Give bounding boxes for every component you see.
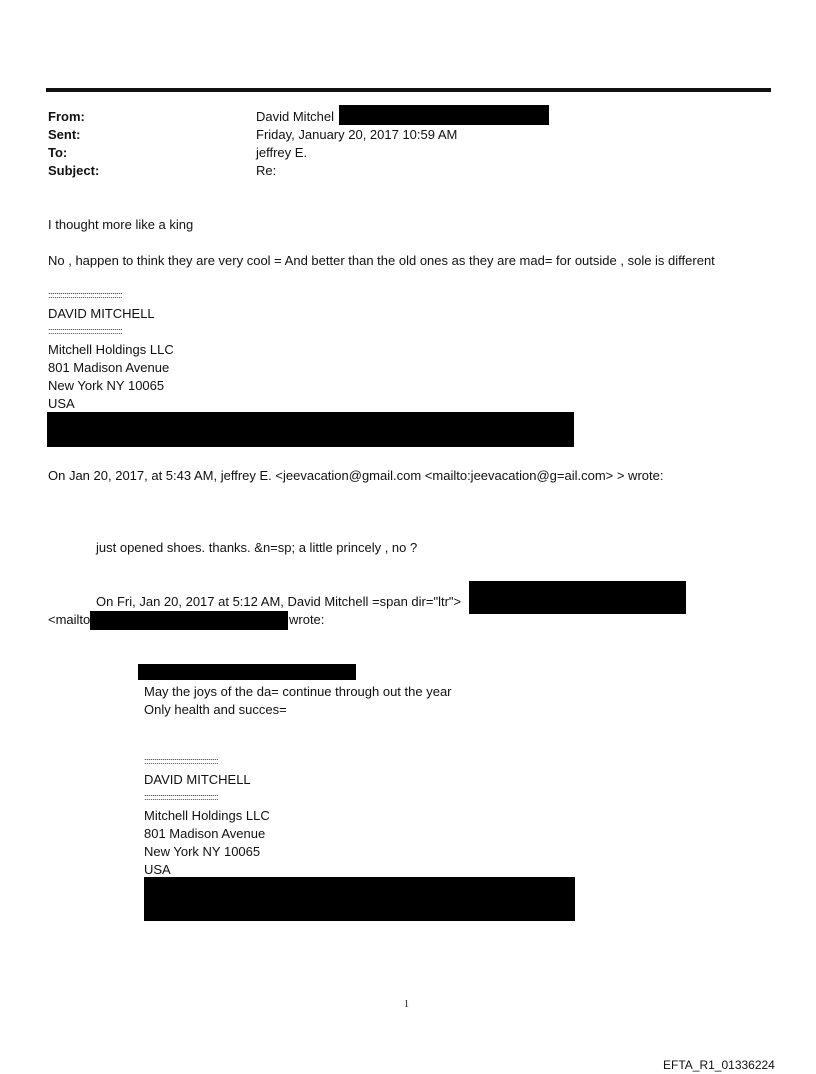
redaction-from-email [339, 105, 549, 125]
quote1-header: On Jan 20, 2017, at 5:43 AM, jeffrey E. <jeevacation@gmail.com <mailto:jeevacation@g=ail.com> > wrote: [48, 468, 664, 483]
signature-separator: ::::::::::::::::::::::::::::::::::::: [48, 290, 123, 300]
quote2-line-1: May the joys of the da= continue through out the year [144, 684, 452, 699]
signature-city: New York NY 10065 [48, 378, 165, 393]
signature-street: 801 Madison Avenue [48, 360, 170, 375]
to-label: To: [48, 145, 68, 160]
signature-name: DAVID MITCHELL [48, 306, 155, 321]
header-rule [46, 88, 771, 92]
sent-value: Friday, January 20, 2017 10:59 AM [256, 127, 458, 142]
signature-country: USA [144, 862, 171, 877]
from-value: David Mitchel [256, 109, 335, 124]
quote2-header-line-1: On Fri, Jan 20, 2017 at 5:12 AM, David Mitchell =span dir="ltr"> [96, 594, 462, 609]
redaction-quote2-email [469, 581, 686, 614]
signature-company: Mitchell Holdings LLC [48, 342, 174, 357]
body-line-1: I thought more like a king [48, 217, 194, 232]
signature-street: 801 Madison Avenue [144, 826, 266, 841]
to-value: jeffrey E. [256, 145, 308, 160]
from-label: From: [48, 109, 85, 124]
redaction-quote2-greeting [138, 664, 356, 680]
redaction-quote2-mailto [90, 611, 288, 630]
signature-separator: ::::::::::::::::::::::::::::::::::::: [48, 326, 123, 336]
quote1-body: just opened shoes. thanks. &n=sp; a little princely , no ? [96, 540, 418, 555]
redaction-signature-1 [47, 412, 574, 447]
quote2-header-line-2-end: wrote: [289, 612, 325, 627]
signature-country: USA [48, 396, 75, 411]
quote2-header-line-2-start: <mailto [48, 612, 91, 627]
signature-company: Mitchell Holdings LLC [144, 808, 270, 823]
signature-city: New York NY 10065 [144, 844, 261, 859]
signature-separator: ::::::::::::::::::::::::::::::::::::: [144, 756, 219, 766]
signature-name: DAVID MITCHELL [144, 772, 251, 787]
subject-value: Re: [256, 163, 277, 178]
subject-label: Subject: [48, 163, 100, 178]
body-line-2: No , happen to think they are very cool = And better than the old ones as they are mad= for outside , sole is different [48, 253, 715, 268]
sent-label: Sent: [48, 127, 81, 142]
quote2-line-2: Only health and succes= [144, 702, 287, 717]
redaction-signature-2 [144, 877, 575, 921]
signature-separator: ::::::::::::::::::::::::::::::::::::: [144, 792, 219, 802]
document-id: EFTA_R1_01336224 [663, 1058, 775, 1072]
page-number: 1 [404, 999, 409, 1010]
